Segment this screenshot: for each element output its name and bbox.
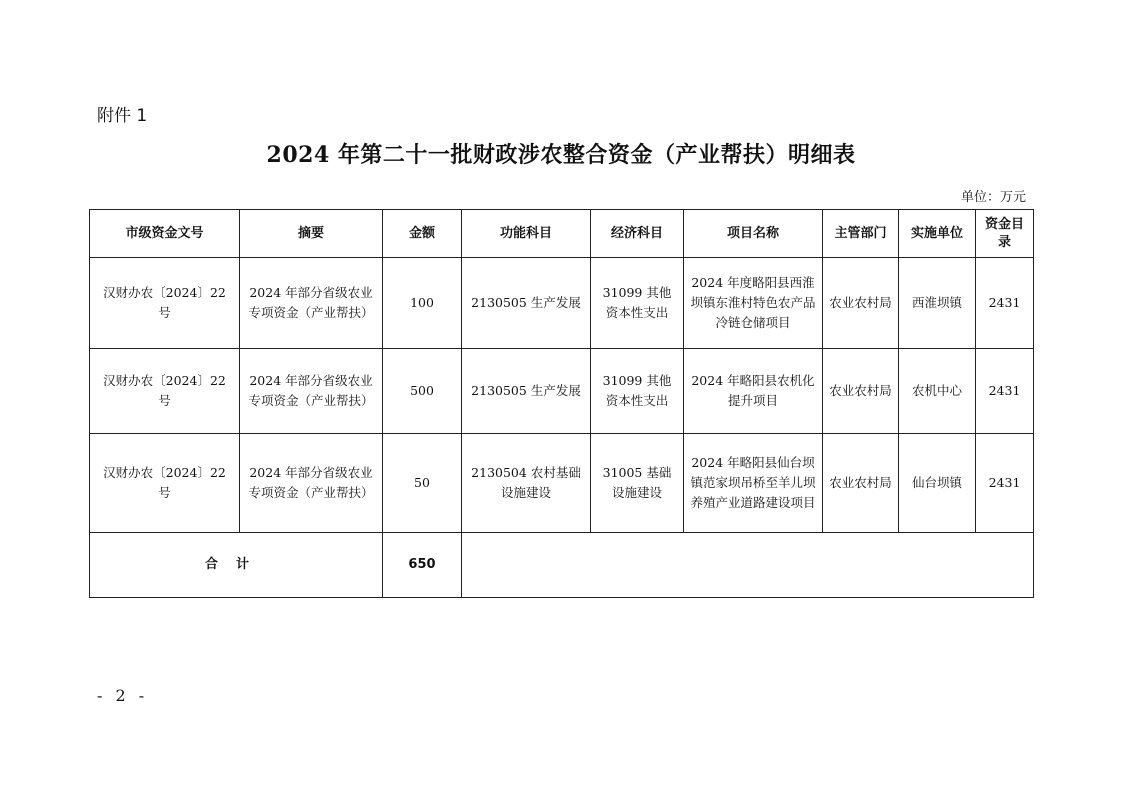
funds-detail-table (89, 209, 1034, 598)
cell-impl-unit: 仙台坝镇 (899, 434, 976, 533)
header-summary: 摘要 (240, 210, 383, 258)
cell-doc-no: 汉财办农〔2024〕22 号 (90, 258, 240, 349)
cell-dept: 农业农村局 (823, 349, 899, 434)
cell-summary: 2024 年部分省级农业专项资金（产业帮扶） (240, 349, 383, 434)
total-amount: 650 (383, 533, 462, 598)
cell-summary: 2024 年部分省级农业专项资金（产业帮扶） (240, 434, 383, 533)
page-title: 2024 年第二十一批财政涉农整合资金（产业帮扶）明细表 (266, 142, 856, 168)
header-economic-subject: 经济科目 (591, 210, 684, 258)
cell-catalog: 2431 (976, 434, 1034, 533)
cell-amount: 500 (383, 349, 462, 434)
cell-summary: 2024 年部分省级农业专项资金（产业帮扶） (240, 258, 383, 349)
header-catalog: 资金目录 (976, 210, 1034, 258)
header-doc-no: 市级资金文号 (90, 210, 240, 258)
cell-impl-unit: 农机中心 (899, 349, 976, 434)
cell-function-subject: 2130505 生产发展 (462, 349, 591, 434)
header-impl-unit: 实施单位 (899, 210, 976, 258)
table-row (90, 434, 1034, 533)
cell-amount: 100 (383, 258, 462, 349)
total-label: 合计 (90, 533, 383, 598)
cell-dept: 农业农村局 (823, 258, 899, 349)
cell-function-subject: 2130505 生产发展 (462, 258, 591, 349)
cell-dept: 农业农村局 (823, 434, 899, 533)
table-header-row (90, 210, 1034, 258)
cell-economic-subject: 31099 其他资本性支出 (591, 349, 684, 434)
cell-project-name: 2024 年略阳县农机化提升项目 (684, 349, 823, 434)
header-dept: 主管部门 (823, 210, 899, 258)
cell-catalog: 2431 (976, 349, 1034, 434)
table-row (90, 349, 1034, 434)
cell-impl-unit: 西淮坝镇 (899, 258, 976, 349)
cell-project-name: 2024 年略阳县仙台坝镇范家坝吊桥至羊儿坝养殖产业道路建设项目 (684, 434, 823, 533)
unit-label: 单位：万元 (960, 190, 1026, 205)
cell-project-name: 2024 年度略阳县西淮坝镇东淮村特色农产品冷链仓储项目 (684, 258, 823, 349)
total-blank-cell (462, 533, 1034, 598)
cell-doc-no: 汉财办农〔2024〕22 号 (90, 349, 240, 434)
cell-economic-subject: 31005 基础设施建设 (591, 434, 684, 533)
header-function-subject: 功能科目 (462, 210, 591, 258)
cell-function-subject: 2130504 农村基础设施建设 (462, 434, 591, 533)
cell-economic-subject: 31099 其他资本性支出 (591, 258, 684, 349)
cell-amount: 50 (383, 434, 462, 533)
header-amount: 金额 (383, 210, 462, 258)
cell-catalog: 2431 (976, 258, 1034, 349)
cell-doc-no: 汉财办农〔2024〕22 号 (90, 434, 240, 533)
total-row (90, 533, 1034, 598)
header-project-name: 项目名称 (684, 210, 823, 258)
page-number: - 2 - (97, 686, 149, 705)
table-row (90, 258, 1034, 349)
attachment-label: 附件 1 (97, 106, 148, 126)
